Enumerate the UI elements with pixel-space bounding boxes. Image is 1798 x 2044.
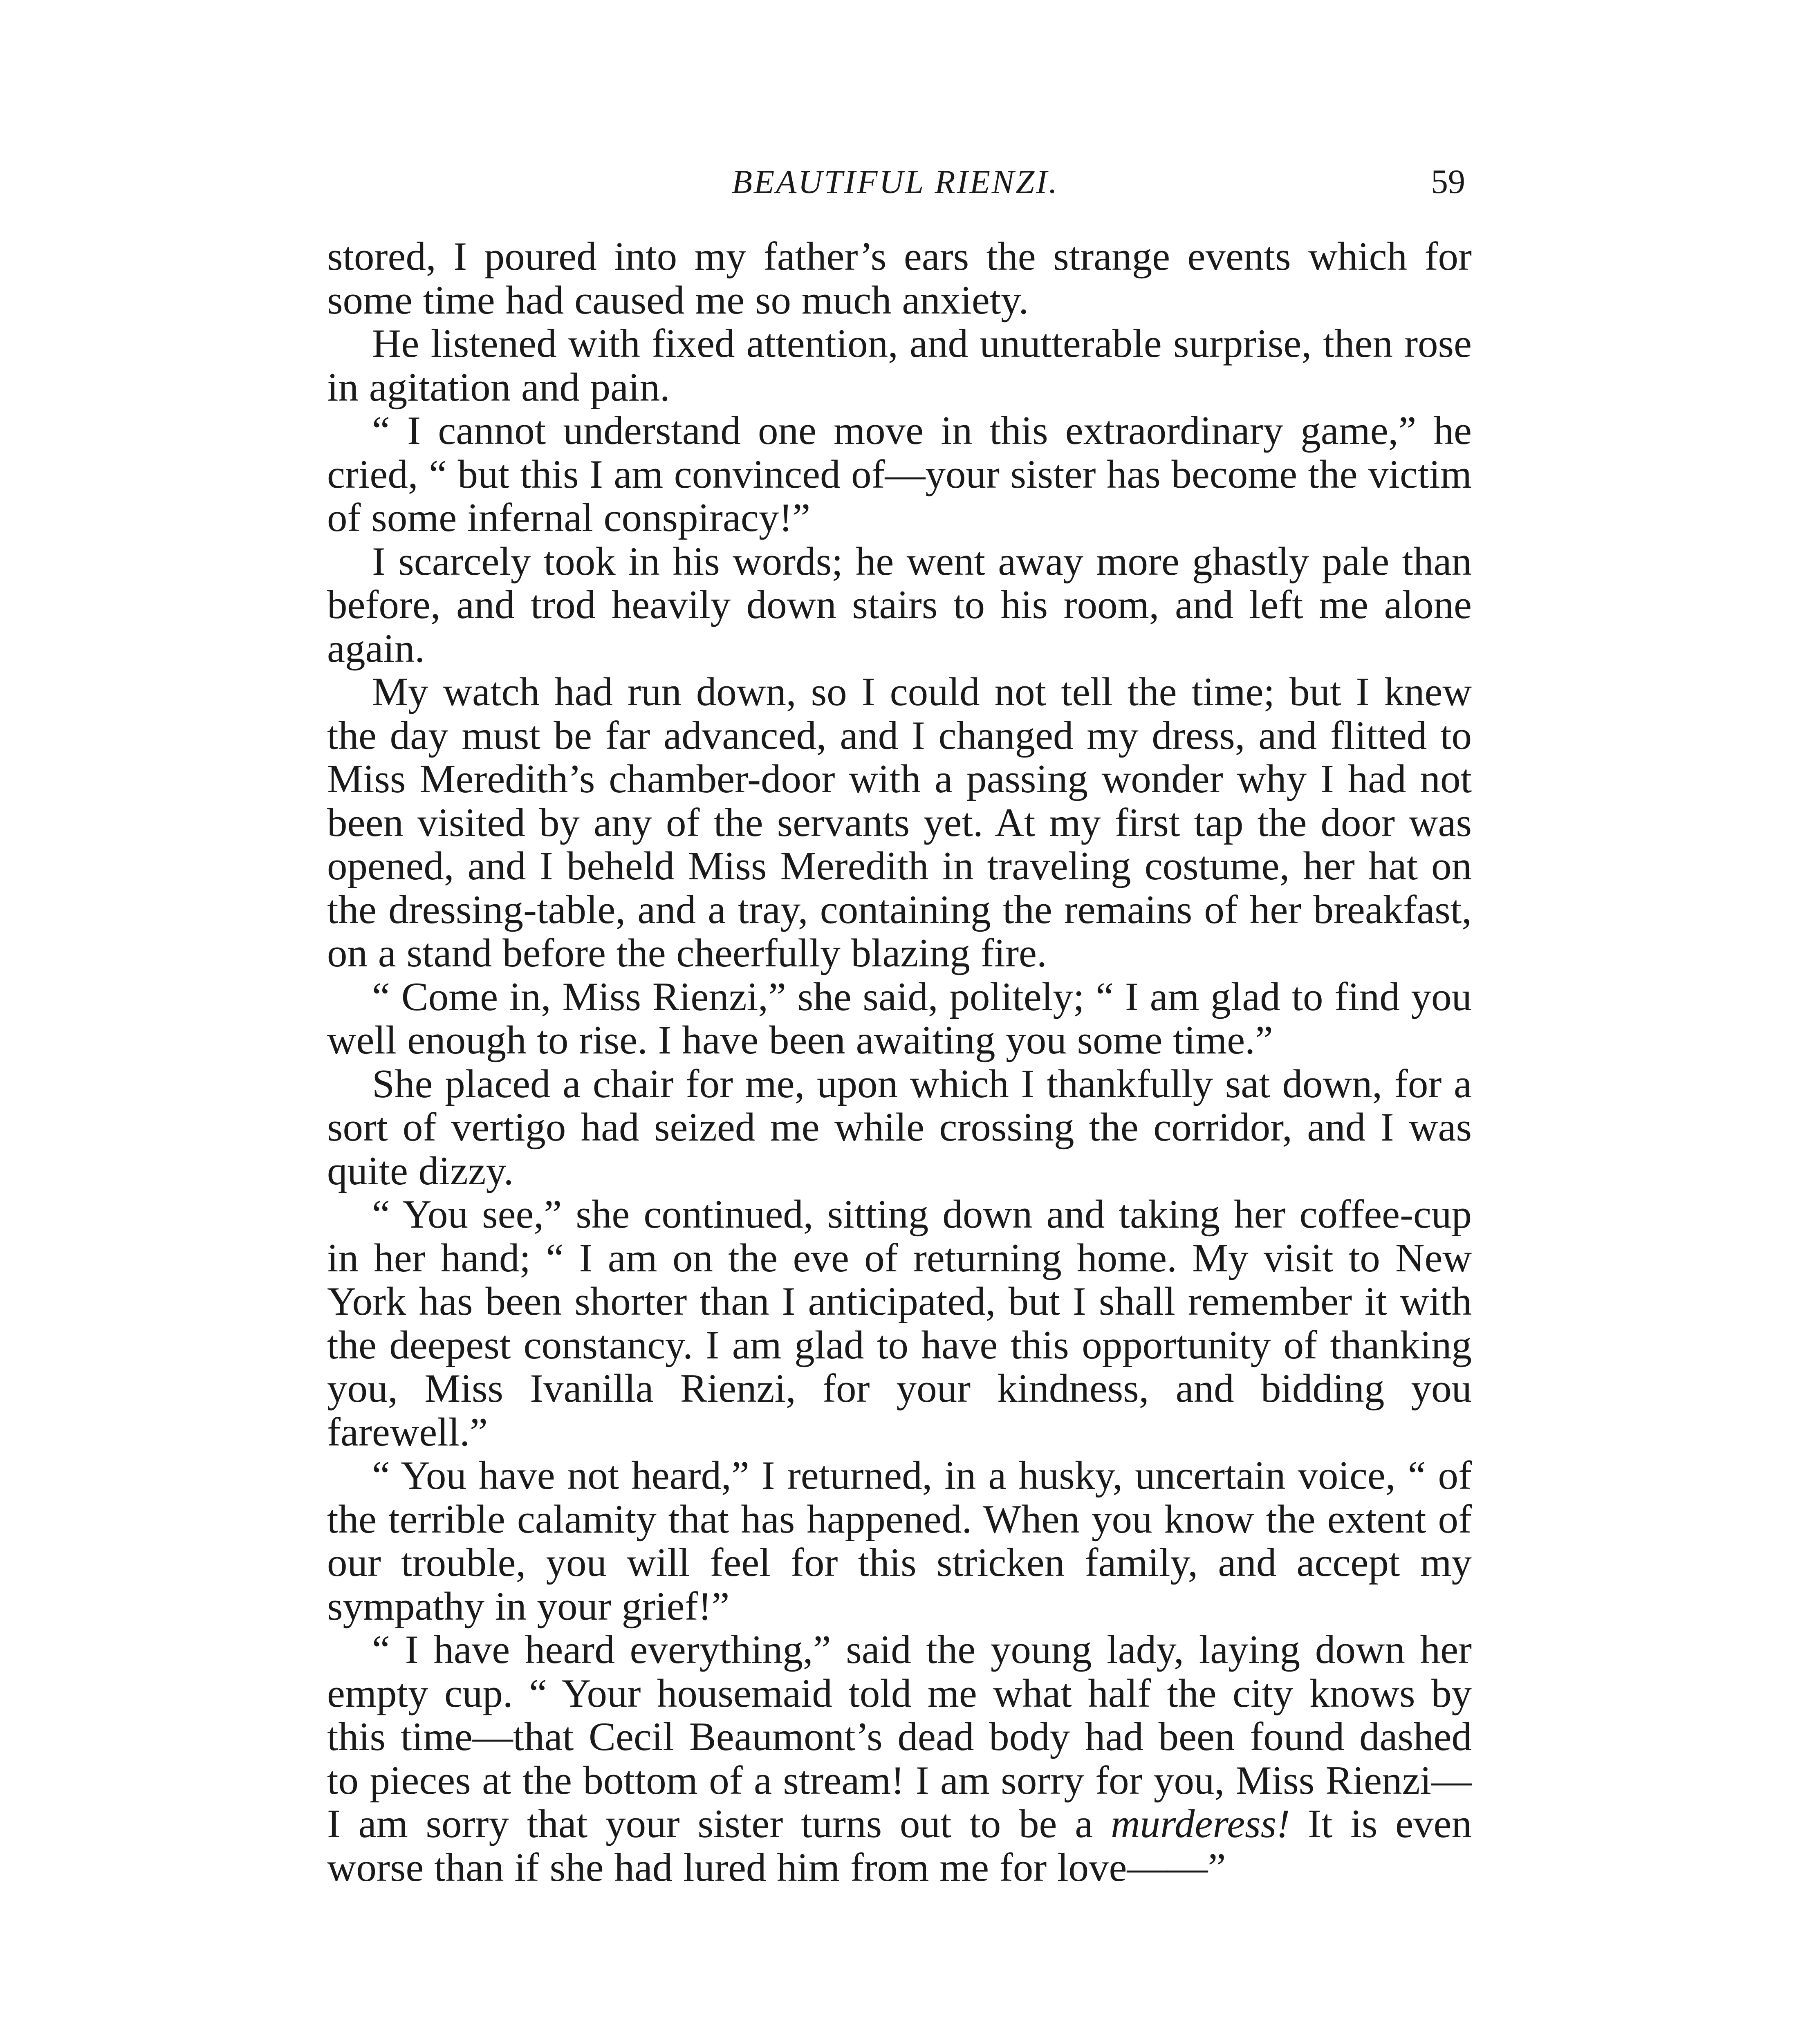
running-header xyxy=(0,159,1798,213)
paragraph: “ I cannot understand one move in this extraordinary game,” he cried, “ but this I am convinced of—your sister has become the victim of some infernal conspiracy!” xyxy=(327,408,1472,540)
paragraph: stored, I poured into my father’s ears the strange events which for some time had caused me so much anxiety. xyxy=(327,234,1472,323)
running-title: BEAUTIFUL RIENZI. xyxy=(732,163,1059,200)
body-text xyxy=(327,235,1472,1889)
paragraph: “ You see,” she continued, sitting down and taking her coffee-cup in her hand; “ I am on the eve of returning home. My visit to New York has been shorter than I anticipated, but I shall remember it with the deepest constancy. I am glad to have this opportunity of thanking you, Miss Ivanilla Rienzi, for your kindness, and bidding you farewell.” xyxy=(327,1192,1472,1455)
emphasized-word: murderess! xyxy=(1111,1802,1290,1846)
paragraph-text: It is even worse than if she had lured him from me for love——” xyxy=(327,1802,1472,1890)
paragraph: She placed a chair for me, upon which I thankfully sat down, for a sort of vertigo had seized me while crossing the corridor, and I was quite dizzy. xyxy=(327,1061,1472,1193)
paragraph: He listened with fixed attention, and unutterable surprise, then rose in agitation and pain. xyxy=(327,321,1472,410)
paragraph: “ You have not heard,” I returned, in a husky, uncertain voice, “ of the terrible calamity that has happened. When you know the extent of our trouble, you will feel for this stricken family, and accept my sympathy in your grief!” xyxy=(327,1453,1472,1629)
paragraph: “ Come in, Miss Rienzi,” she said, politely; “ I am glad to find you well enough to rise. I have been awaiting you some time.” xyxy=(327,974,1472,1062)
paragraph-last xyxy=(327,1628,1472,1889)
page-number: 59 xyxy=(1431,163,1465,201)
paragraph-text: “ I have heard everything,” said the young lady, laying down her empty cup. “ Your housemaid told me what half the city knows by this time—that Cecil Beaumont’s dead body had been found dashed to pieces at the bottom of a stream! I am sorry for you, Miss Rienzi—I am sorry that your sister turns out to be a xyxy=(327,1627,1472,1846)
paragraph: My watch had run down, so I could not tell the time; but I knew the day must be far advanced, and I changed my dress, and flitted to Miss Meredith’s chamber-door with a passing wonder why I had not been visited by any of the servants yet. At my first tap the door was opened, and I beheld Miss Meredith in traveling costume, her hat on the dressing-table, and a tray, containing the remains of her breakfast, on a stand before the cheerfully blazing fire. xyxy=(327,670,1472,975)
paragraph: I scarcely took in his words; he went away more ghastly pale than before, and trod heavily down stairs to his room, and left me alone again. xyxy=(327,539,1472,671)
